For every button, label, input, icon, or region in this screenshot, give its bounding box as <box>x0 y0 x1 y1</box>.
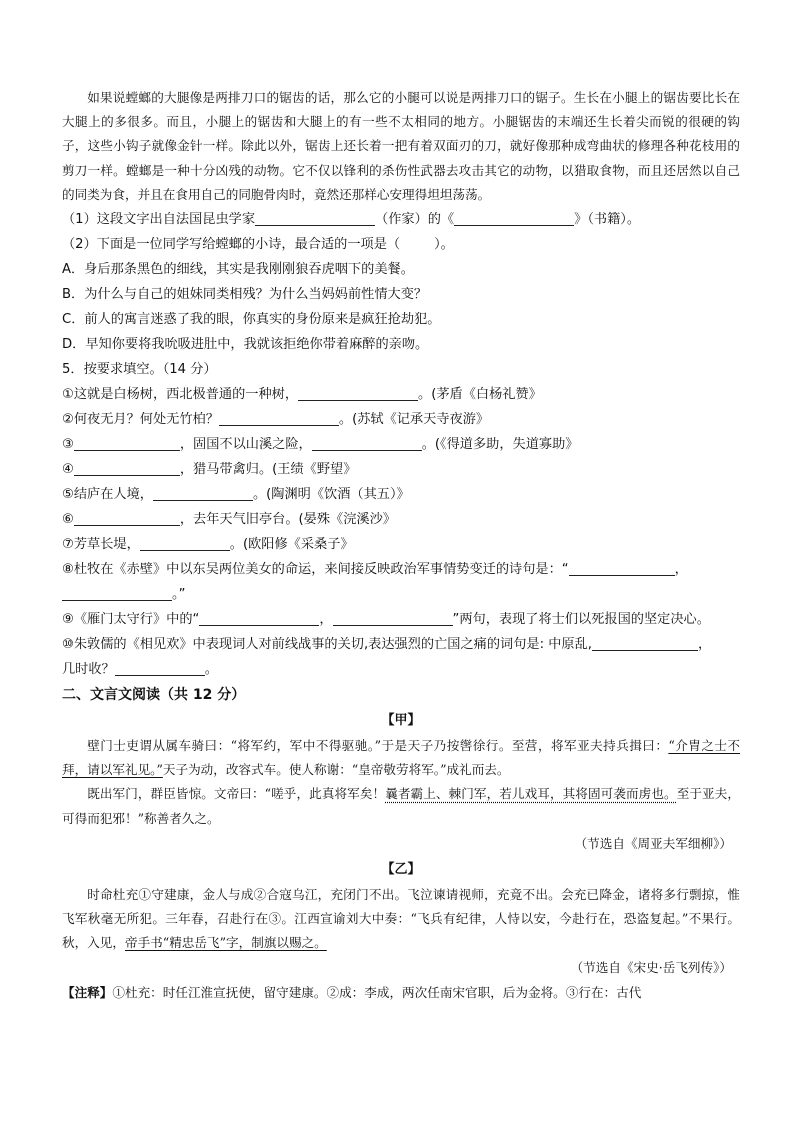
passage-jia-p1: 壁门士吏谓从属车骑曰：“将军约，军中不得驱驰。”于是天子乃按辔徐行。至营，将军亚夫持兵揖曰：“介胄之士不拜，请以军礼见。”天子为动，改容式车。使人称谢：“皇帝敬劳将军。”成礼而去。 <box>62 738 740 778</box>
mantis-passage: 如果说螳螂的大腿像是两排刀口的锯齿的话，那么它的小腿可以说是两排刀口的锯子。生长在小腿上的锯齿要比长在大腿上的多很多。而且，小腿上的锯齿和大腿上的有一些不太相同的地方。小腿锯齿的末端还生长着尖而锐的很硬的钩子，这些小钩子就像金针一样。除此以外，锯齿上还长着一把有着双面刃的刀，就好像那种成弯曲状的修理各种花枝用的剪刀一样。螳螂是一种十分凶残的动物。它不仅以锋利的杀伤性武器去攻击其它的动物，以猎取食物，而且还居然以自己的同类为食，并且在食用自己的同胞骨肉时，竟然还那样心安理得坦坦荡荡。 <box>62 90 740 202</box>
passage-yi-label: 【乙】 <box>381 861 421 877</box>
q5-item-5: ⑤结庐在人境， 。(陶渊明《饮酒（其五）》 <box>62 487 410 503</box>
option-d: D．早知你要将我吮吸进肚中，我就该拒绝你带着麻醉的亲吻。 <box>62 337 429 353</box>
blank-book[interactable] <box>454 211 574 226</box>
passage-yi-source: （节选自《宋史·岳飞列传》） <box>570 960 732 976</box>
q5-item-4: ④ ，猎马带禽归。(王绩《野望》 <box>62 462 357 478</box>
option-b: B．为什么与自己的姐妹同类相残？为什么当妈妈前性情大变？ <box>62 287 428 303</box>
blank-7[interactable] <box>140 536 230 551</box>
underlined-sentence-1: “介胄之士不拜，请以军礼见。” <box>62 738 740 778</box>
blank-3a[interactable] <box>74 436 180 451</box>
blank-6[interactable] <box>74 511 180 526</box>
q5-item-2: ②何夜无月？何处无竹柏？ 。(苏轼《记承天寺夜游》 <box>62 412 490 428</box>
option-c: C．前人的寓言迷惑了我的眼，你真实的身份原来是疯狂抢劫犯。 <box>62 312 441 328</box>
q5-item-10: ⑩朱敦儒的《相见欢》中表现词人对前线战事的关切,表达强烈的亡国之痛的词句是: 中原乱, ， 几时收？ 。 <box>62 637 712 678</box>
blank-author[interactable] <box>255 211 375 226</box>
blank-3b[interactable] <box>312 436 422 451</box>
q5-item-6: ⑥ ，去年天气旧亭台。(晏殊《浣溪沙》 <box>62 512 396 528</box>
passage-jia-source: （节选自《周亚夫军细柳》） <box>574 835 732 851</box>
q5-item-3: ③ ，固国不以山溪之险， 。(《得道多助，失道寡助》 <box>62 437 579 453</box>
underlined-sentence-3: 帝手书“精忠岳飞”字，制旗以赐之。 <box>124 935 327 951</box>
q5-title: 5．按要求填空。（14 分） <box>62 362 217 378</box>
exam-page <box>62 86 740 1006</box>
blank-8b[interactable] <box>62 586 172 601</box>
passage-jia-label: 【甲】 <box>381 713 421 729</box>
q5-item-8: ⑧杜牧在《赤壁》中以东吴两位美女的命运，来间接反映政治军事情势变迁的诗句是：“ ， 。” <box>62 562 688 603</box>
section-2-title: 二、文言文阅读（共 12 分） <box>62 687 246 704</box>
q5-item-1: ①这就是白杨树，西北极普通的一种树， 。(茅盾《白杨礼赞》 <box>62 387 542 403</box>
blank-10b[interactable] <box>115 661 205 676</box>
q4-sub2: （2）下面是一位同学写给螳螂的小诗，最合适的一项是（ ）。 <box>62 237 454 253</box>
blank-1[interactable] <box>298 386 418 401</box>
q4-sub1: （1）这段文字出自法国昆虫学家 （作家）的《 》（书籍）。 <box>62 212 641 228</box>
blank-9a[interactable] <box>199 611 319 626</box>
underlined-sentence-2: 曩者霸上、棘门军，若儿戏耳，其将固可袭而虏也。 <box>385 786 677 802</box>
blank-5[interactable] <box>153 486 253 501</box>
blank-8a[interactable] <box>569 561 675 576</box>
passage-jia-p2: 既出军门，群臣皆惊。文帝曰：“嗟乎，此真将军矣！曩者霸上、棘门军，若儿戏耳，其将固可袭而虏也。至于亚夫，可得而犯邪！”称善者久之。 <box>62 786 740 826</box>
annotation: 【注释】①杜充：时任江淮宣抚使，留守建康。②成：李成，两次任南宋官职，后为金将。③行在：古代 <box>62 985 642 1001</box>
blank-9b[interactable] <box>333 611 453 626</box>
q5-item-7: ⑦芳草长堤， 。(欧阳修《采桑子》 <box>62 537 354 553</box>
q5-item-9: ⑨《雁门太守行》中的“ ， ”两句，表现了将士们以死报国的坚定决心。 <box>62 612 710 628</box>
passage-yi-text: 时命杜充①守建康，金人与成②合寇乌江，充闭门不出。飞泣谏请视师，充竟不出。会充已降金，诸将多行剽掠，惟飞军秋毫无所犯。三年春，召赴行在③。江西宣谕刘大中奏：“飞兵有纪律，人恃以安，今赴行在，恐盗复起。”不果行。秋，入见，帝手书“精忠岳飞”字，制旗以赐之。 <box>62 886 740 951</box>
blank-2[interactable] <box>219 411 339 426</box>
question-4 <box>62 207 740 357</box>
question-5 <box>62 357 740 682</box>
blank-10a[interactable] <box>592 636 698 651</box>
blank-4[interactable] <box>74 461 180 476</box>
option-a: A．身后那条黑色的细线，其实是我刚刚狼吞虎咽下的美餐。 <box>62 262 414 278</box>
